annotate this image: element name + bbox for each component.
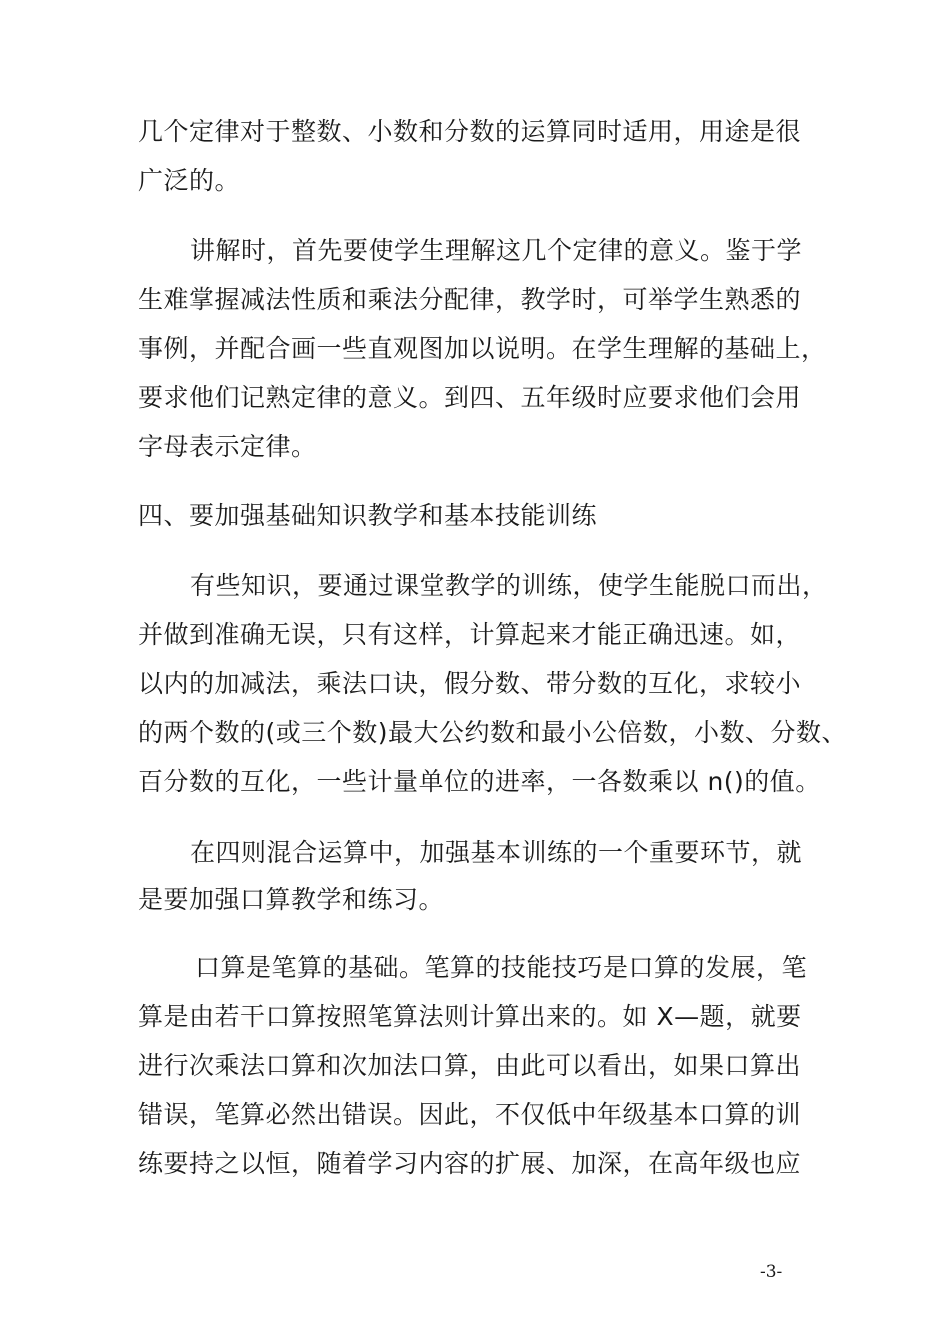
text-line: 生难掌握减法性质和乘法分配律，教学时，可举学生熟悉的 <box>138 285 802 314</box>
section-heading: 四、要加强基础知识教学和基本技能训练 <box>138 501 598 530</box>
text-line: 进行次乘法口算和次加法口算，由此可以看出，如果口算出 <box>138 1051 802 1080</box>
text-line: 百分数的互化，一些计量单位的进率，一各数乘以 n()的值。 <box>138 767 821 796</box>
text-line: 的两个数的(或三个数)最大公约数和最小公倍数，小数、分数、 <box>138 718 848 747</box>
text-line: 字母表示定律。 <box>138 432 317 461</box>
text-line: 事例，并配合画一些直观图加以说明。在学生理解的基础上， <box>138 334 827 363</box>
text-line: 错误，笔算必然出错误。因此，不仅低中年级基本口算的训 <box>138 1100 802 1129</box>
text-line: 广泛的。 <box>138 166 241 195</box>
text-line: 几个定律对于整数、小数和分数的运算同时适用，用途是很 <box>138 117 802 146</box>
text-line: 要求他们记熟定律的意义。到四、五年级时应要求他们会用 <box>138 383 802 412</box>
text-line: 讲解时，首先要使学生理解这几个定律的意义。鉴于学 <box>190 236 803 265</box>
text-line: 练要持之以恒，随着学习内容的扩展、加深，在高年级也应 <box>138 1149 802 1178</box>
page-number: -3- <box>760 1262 783 1282</box>
text-line: 以内的加减法，乘法口诀，假分数、带分数的互化，求较小 <box>138 669 802 698</box>
text-line: 并做到准确无误，只有这样，计算起来才能正确迅速。如， <box>138 620 802 649</box>
text-line: 是要加强口算教学和练习。 <box>138 885 445 914</box>
text-line: 口算是笔算的基础。笔算的技能技巧是口算的发展，笔 <box>195 953 808 982</box>
text-line: 有些知识，要通过课堂教学的训练，使学生能脱口而出， <box>190 571 828 600</box>
text-line: 算是由若干口算按照笔算法则计算出来的。如 X—题，就要 <box>138 1002 802 1031</box>
text-line: 在四则混合运算中，加强基本训练的一个重要环节，就 <box>190 838 803 867</box>
